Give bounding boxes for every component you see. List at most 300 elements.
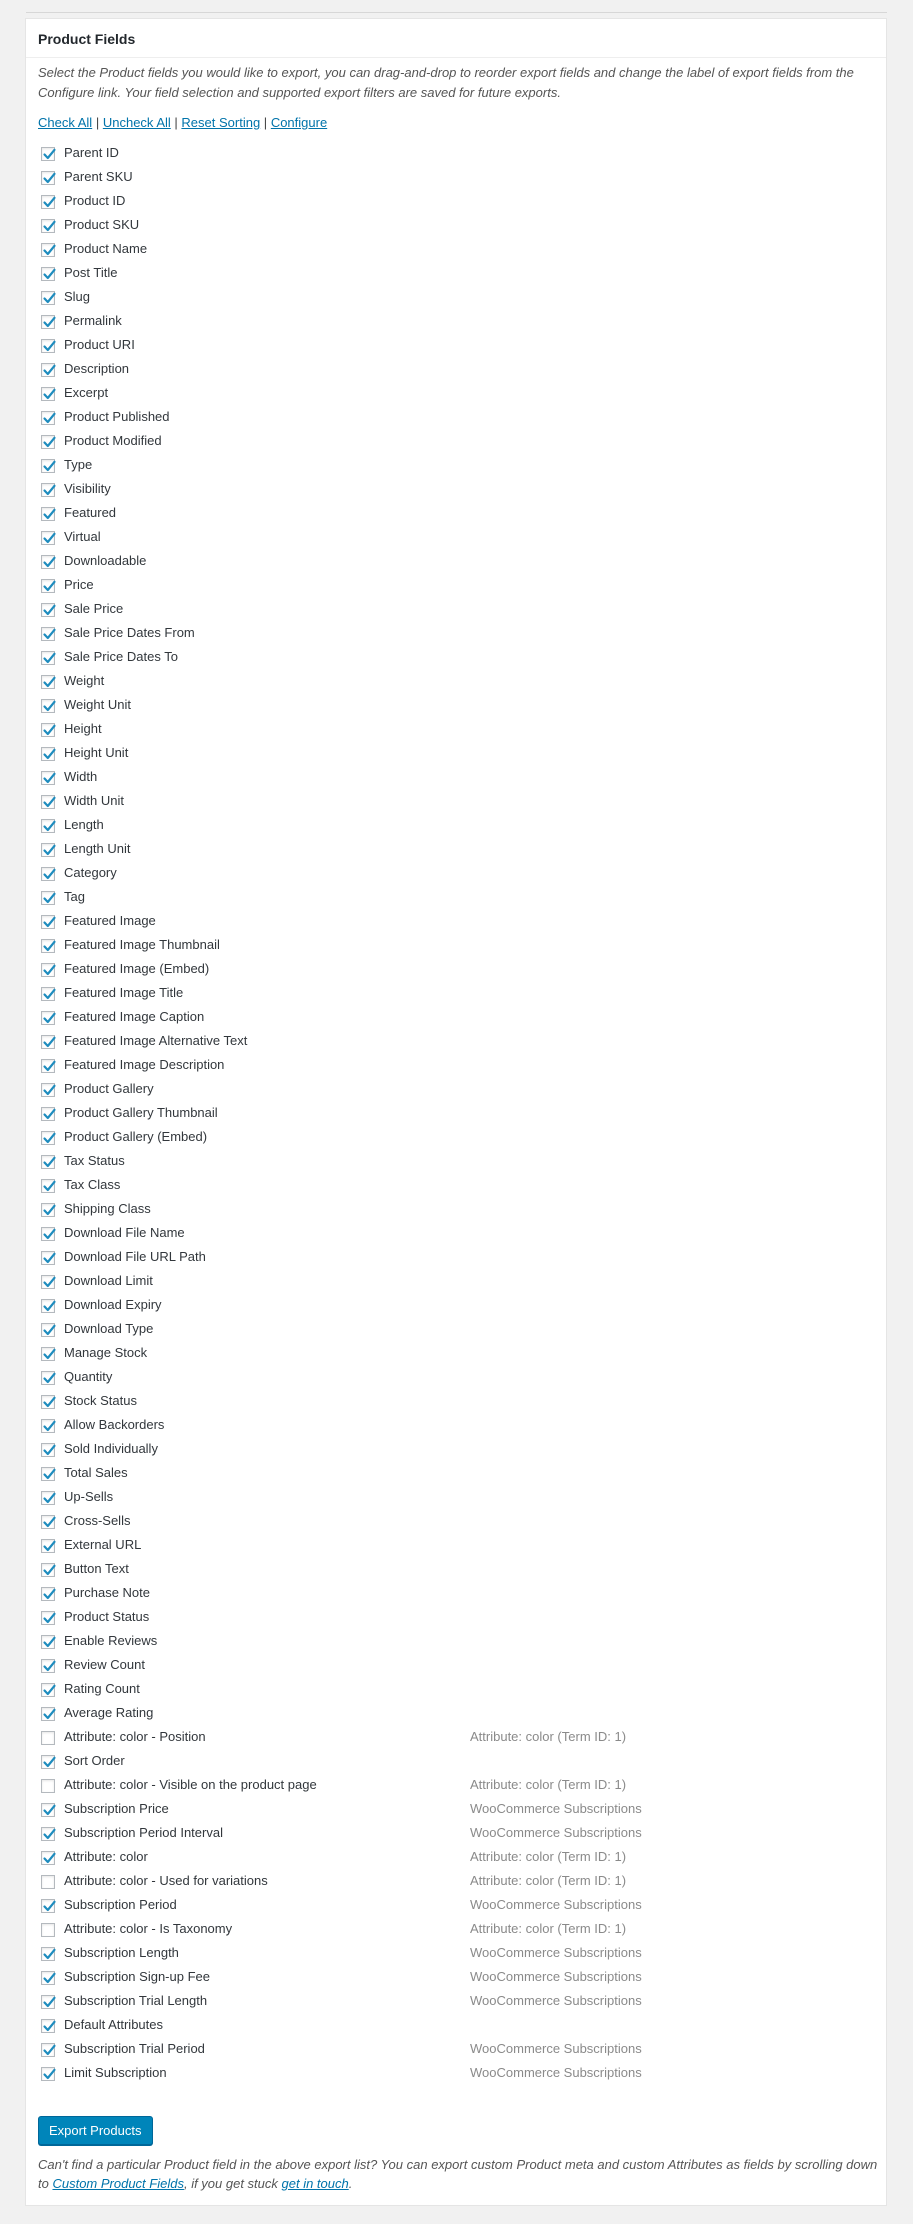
field-checkbox[interactable]: [41, 1707, 55, 1721]
field-checkbox[interactable]: [41, 771, 55, 785]
checkmark-icon: [42, 1419, 58, 1435]
field-checkbox[interactable]: [41, 987, 55, 1001]
field-label: Excerpt: [64, 385, 109, 400]
field-checkbox[interactable]: [41, 363, 55, 377]
field-row[interactable]: [26, 1127, 886, 1151]
field-row[interactable]: [26, 1871, 886, 1895]
checkmark-icon: [42, 2067, 58, 2083]
field-label: Description: [64, 361, 130, 376]
field-checkbox[interactable]: [41, 1227, 55, 1241]
field-label: Product Published: [64, 409, 170, 424]
field-label: Sold Individually: [64, 1441, 158, 1456]
field-label: Product Name: [64, 241, 148, 256]
field-label: Weight Unit: [64, 697, 131, 712]
field-row[interactable]: [26, 311, 886, 335]
field-source-note: WooCommerce Subscriptions: [470, 2041, 642, 2056]
field-label: Height: [64, 721, 102, 736]
field-row[interactable]: [26, 383, 886, 407]
field-checkbox[interactable]: [41, 1491, 55, 1505]
field-row[interactable]: [26, 1391, 886, 1415]
field-row[interactable]: [26, 407, 886, 431]
reset-sorting-link[interactable]: Reset Sorting: [181, 115, 261, 130]
checkmark-icon: [42, 723, 58, 739]
field-checkbox[interactable]: [41, 291, 55, 305]
field-checkbox[interactable]: [41, 1083, 55, 1097]
field-checkbox[interactable]: [41, 555, 55, 569]
checkmark-icon: [42, 1299, 58, 1315]
field-row[interactable]: [26, 1703, 886, 1727]
field-row[interactable]: [26, 239, 886, 263]
field-checkbox[interactable]: [41, 1035, 55, 1049]
checkmark-icon: [42, 243, 58, 259]
field-checkbox[interactable]: [41, 843, 55, 857]
field-label: Download Expiry: [64, 1297, 162, 1312]
checkmark-icon: [42, 363, 58, 379]
field-row[interactable]: [26, 1007, 886, 1031]
field-row[interactable]: [26, 1751, 886, 1775]
field-checkbox[interactable]: [41, 675, 55, 689]
field-row[interactable]: [26, 599, 886, 623]
field-label: Manage Stock: [64, 1345, 148, 1360]
field-row[interactable]: [26, 1343, 886, 1367]
field-label: Featured Image (Embed): [64, 961, 210, 976]
field-label: Product Modified: [64, 433, 162, 448]
checkmark-icon: [42, 1155, 58, 1171]
field-source-note: WooCommerce Subscriptions: [470, 1969, 642, 1984]
field-checkbox[interactable]: [41, 1563, 55, 1577]
field-checkbox[interactable]: [41, 1011, 55, 1025]
checkmark-icon: [42, 435, 58, 451]
field-checkbox[interactable]: [41, 1803, 55, 1817]
field-label: Featured: [64, 505, 117, 520]
field-source-note: Attribute: color (Term ID: 1): [470, 1873, 627, 1888]
field-row[interactable]: [26, 1319, 886, 1343]
field-label: Limit Subscription: [64, 2065, 167, 2080]
field-checkbox[interactable]: [41, 1779, 55, 1793]
checkmark-icon: [42, 1131, 58, 1147]
field-checkbox[interactable]: [41, 459, 55, 473]
field-checkbox[interactable]: [41, 699, 55, 713]
field-checkbox[interactable]: [41, 1995, 55, 2009]
field-checkbox[interactable]: [41, 1419, 55, 1433]
field-label: Shipping Class: [64, 1201, 151, 1216]
field-row[interactable]: [26, 1895, 886, 1919]
field-checkbox[interactable]: [41, 963, 55, 977]
field-checkbox[interactable]: [41, 1635, 55, 1649]
field-row[interactable]: [26, 1607, 886, 1631]
checkmark-icon: [42, 699, 58, 715]
field-checkbox[interactable]: [41, 2067, 55, 2081]
fields-list: [26, 143, 886, 2087]
field-label: Up-Sells: [64, 1489, 114, 1504]
checkmark-icon: [42, 819, 58, 835]
field-label: Type: [64, 457, 93, 472]
field-label: Cross-Sells: [64, 1513, 131, 1528]
field-label: Sort Order: [64, 1753, 125, 1768]
panel-description: Select the Product fields you would like to export, you can drag-and-drop to reorder export fields and change the label of export fields from the Configure link. Your field selection and supported export filters are saved for future exports.: [38, 65, 854, 100]
field-label: Visibility: [64, 481, 111, 496]
field-row[interactable]: [26, 863, 886, 887]
field-checkbox[interactable]: [41, 1923, 55, 1937]
field-row[interactable]: [26, 527, 886, 551]
field-label: Download Limit: [64, 1273, 153, 1288]
field-label: Featured Image Thumbnail: [64, 937, 220, 952]
field-row[interactable]: [26, 671, 886, 695]
checkmark-icon: [42, 747, 58, 763]
checkmark-icon: [42, 1755, 58, 1771]
field-label: Parent ID: [64, 145, 119, 160]
field-label: Attribute: color - Visible on the product page: [64, 1777, 317, 1792]
field-checkbox[interactable]: [41, 1107, 55, 1121]
field-row[interactable]: [26, 1679, 886, 1703]
field-checkbox[interactable]: [41, 531, 55, 545]
field-checkbox[interactable]: [41, 1203, 55, 1217]
field-checkbox[interactable]: [41, 483, 55, 497]
field-checkbox[interactable]: [41, 1515, 55, 1529]
checkmark-icon: [42, 1899, 58, 1915]
field-checkbox[interactable]: [41, 1179, 55, 1193]
field-source-note: WooCommerce Subscriptions: [470, 1945, 642, 1960]
checkmark-icon: [42, 1491, 58, 1507]
field-row[interactable]: [26, 1271, 886, 1295]
field-source-note: Attribute: color (Term ID: 1): [470, 1729, 627, 1744]
field-row[interactable]: [26, 695, 886, 719]
field-checkbox[interactable]: [41, 195, 55, 209]
field-row[interactable]: [26, 1967, 886, 1991]
field-row[interactable]: [26, 335, 886, 359]
field-checkbox[interactable]: [41, 1947, 55, 1961]
field-checkbox[interactable]: [41, 1395, 55, 1409]
field-row[interactable]: [26, 191, 886, 215]
field-checkbox[interactable]: [41, 147, 55, 161]
separator: |: [263, 115, 268, 130]
field-row[interactable]: [26, 431, 886, 455]
field-row[interactable]: [26, 1775, 886, 1799]
field-checkbox[interactable]: [41, 243, 55, 257]
field-checkbox[interactable]: [41, 795, 55, 809]
field-label: Width Unit: [64, 793, 124, 808]
field-row[interactable]: [26, 1199, 886, 1223]
field-checkbox[interactable]: [41, 219, 55, 233]
field-row[interactable]: [26, 1799, 886, 1823]
checkmark-icon: [42, 1587, 58, 1603]
field-row[interactable]: [26, 359, 886, 383]
field-label: Subscription Period: [64, 1897, 177, 1912]
field-checkbox[interactable]: [41, 1155, 55, 1169]
checkmark-icon: [42, 1851, 58, 1867]
field-checkbox[interactable]: [41, 603, 55, 617]
field-checkbox[interactable]: [41, 1371, 55, 1385]
field-source-note: WooCommerce Subscriptions: [470, 1825, 642, 1840]
field-label: Download Type: [64, 1321, 154, 1336]
uncheck-all-link[interactable]: Uncheck All: [102, 115, 171, 130]
field-label: Parent SKU: [64, 169, 133, 184]
field-label: Product Status: [64, 1609, 150, 1624]
checkmark-icon: [42, 867, 58, 883]
field-row[interactable]: [26, 647, 886, 671]
field-checkbox[interactable]: [41, 1251, 55, 1265]
field-row[interactable]: [26, 815, 886, 839]
field-row[interactable]: [26, 1631, 886, 1655]
field-label: Featured Image Alternative Text: [64, 1033, 248, 1048]
field-row[interactable]: [26, 1991, 886, 2015]
field-label: Allow Backorders: [64, 1417, 165, 1432]
field-row[interactable]: [26, 1295, 886, 1319]
field-row[interactable]: [26, 167, 886, 191]
checkmark-icon: [42, 507, 58, 523]
field-row[interactable]: [26, 1487, 886, 1511]
field-checkbox[interactable]: [41, 1059, 55, 1073]
field-row[interactable]: [26, 503, 886, 527]
field-checkbox[interactable]: [41, 1443, 55, 1457]
field-checkbox[interactable]: [41, 651, 55, 665]
field-checkbox[interactable]: [41, 1587, 55, 1601]
field-checkbox[interactable]: [41, 1683, 55, 1697]
field-checkbox[interactable]: [41, 1971, 55, 1985]
top-divider: [26, 12, 887, 13]
checkmark-icon: [42, 1035, 58, 1051]
field-label: Enable Reviews: [64, 1633, 158, 1648]
footer-text: .: [348, 2176, 353, 2191]
checkmark-icon: [42, 555, 58, 571]
field-row[interactable]: [26, 1175, 886, 1199]
field-row[interactable]: [26, 143, 886, 167]
field-row[interactable]: [26, 1847, 886, 1871]
field-row[interactable]: [26, 287, 886, 311]
field-checkbox[interactable]: [41, 1299, 55, 1313]
field-checkbox[interactable]: [41, 723, 55, 737]
field-row[interactable]: [26, 1223, 886, 1247]
field-row[interactable]: [26, 1943, 886, 1967]
checkmark-icon: [42, 339, 58, 355]
field-row[interactable]: [26, 911, 886, 935]
field-label: Featured Image Caption: [64, 1009, 205, 1024]
field-checkbox[interactable]: [41, 2043, 55, 2057]
field-row[interactable]: [26, 1151, 886, 1175]
field-row[interactable]: [26, 1583, 886, 1607]
checkmark-icon: [42, 627, 58, 643]
field-checkbox[interactable]: [41, 627, 55, 641]
field-checkbox[interactable]: [41, 1851, 55, 1865]
field-row[interactable]: [26, 1055, 886, 1079]
field-label: Height Unit: [64, 745, 129, 760]
field-row[interactable]: [26, 1031, 886, 1055]
field-checkbox[interactable]: [41, 915, 55, 929]
field-label: Product URI: [64, 337, 135, 352]
field-row[interactable]: [26, 215, 886, 239]
field-row[interactable]: [26, 623, 886, 647]
field-row[interactable]: [26, 1919, 886, 1943]
field-label: Weight: [64, 673, 105, 688]
field-label: Sale Price: [64, 601, 124, 616]
checkmark-icon: [42, 1275, 58, 1291]
field-checkbox[interactable]: [41, 1827, 55, 1841]
checkmark-icon: [42, 1827, 58, 1843]
field-checkbox[interactable]: [41, 339, 55, 353]
field-checkbox[interactable]: [41, 507, 55, 521]
field-label: Subscription Sign-up Fee: [64, 1969, 210, 1984]
field-checkbox[interactable]: [41, 435, 55, 449]
checkmark-icon: [42, 1539, 58, 1555]
field-source-note: WooCommerce Subscriptions: [470, 1897, 642, 1912]
field-label: Quantity: [64, 1369, 113, 1384]
field-checkbox[interactable]: [41, 1875, 55, 1889]
product-fields-panel: [25, 18, 887, 2206]
field-row[interactable]: [26, 839, 886, 863]
field-row[interactable]: [26, 1247, 886, 1271]
field-row[interactable]: [26, 791, 886, 815]
footer-help-text: [38, 2155, 878, 2193]
checkmark-icon: [42, 1107, 58, 1123]
field-row[interactable]: [26, 1463, 886, 1487]
field-row[interactable]: [26, 575, 886, 599]
checkmark-icon: [42, 579, 58, 595]
field-row[interactable]: [26, 1367, 886, 1391]
field-checkbox[interactable]: [41, 1131, 55, 1145]
get-in-touch-link[interactable]: get in touch: [281, 2176, 349, 2191]
footer-text: Can't find a particular Product field in the above export list? You can export custom Product meta and custom Attributes as fields by scrolling down to: [38, 2157, 878, 2191]
field-row[interactable]: [26, 263, 886, 287]
field-source-note: WooCommerce Subscriptions: [470, 2065, 642, 2080]
field-row[interactable]: [26, 2039, 886, 2063]
field-row[interactable]: [26, 983, 886, 1007]
field-label: Tax Status: [64, 1153, 125, 1168]
field-checkbox[interactable]: [41, 411, 55, 425]
field-checkbox[interactable]: [41, 1659, 55, 1673]
field-row[interactable]: [26, 935, 886, 959]
field-checkbox[interactable]: [41, 1467, 55, 1481]
field-row[interactable]: [26, 767, 886, 791]
field-row[interactable]: [26, 1511, 886, 1535]
field-row[interactable]: [26, 1535, 886, 1559]
field-row[interactable]: [26, 1415, 886, 1439]
checkmark-icon: [42, 1995, 58, 2011]
field-label: Subscription Trial Length: [64, 1993, 208, 2008]
field-row[interactable]: [26, 1103, 886, 1127]
field-label: Subscription Price: [64, 1801, 169, 1816]
field-row[interactable]: [26, 1655, 886, 1679]
export-products-button[interactable]: Export Products: [38, 2116, 153, 2145]
checkmark-icon: [42, 1971, 58, 1987]
checkmark-icon: [42, 1059, 58, 1075]
custom-product-fields-link[interactable]: Custom Product Fields: [52, 2176, 184, 2191]
checkmark-icon: [42, 915, 58, 931]
checkmark-icon: [42, 1443, 58, 1459]
field-checkbox[interactable]: [41, 1731, 55, 1745]
field-source-note: WooCommerce Subscriptions: [470, 1993, 642, 2008]
checkmark-icon: [42, 147, 58, 163]
field-label: Rating Count: [64, 1681, 140, 1696]
footer-text: , if you get stuck: [183, 2176, 282, 2191]
checkmark-icon: [42, 939, 58, 955]
field-label: Average Rating: [64, 1705, 154, 1720]
field-label: Product Gallery: [64, 1081, 154, 1096]
field-label: Permalink: [64, 313, 122, 328]
checkmark-icon: [42, 1683, 58, 1699]
field-label: Post Title: [64, 265, 118, 280]
field-row[interactable]: [26, 479, 886, 503]
field-label: Total Sales: [64, 1465, 128, 1480]
field-label: Virtual: [64, 529, 101, 544]
field-checkbox[interactable]: [41, 867, 55, 881]
field-row[interactable]: [26, 1727, 886, 1751]
field-checkbox[interactable]: [41, 579, 55, 593]
field-checkbox[interactable]: [41, 891, 55, 905]
checkmark-icon: [42, 651, 58, 667]
field-row[interactable]: [26, 887, 886, 911]
field-row[interactable]: [26, 719, 886, 743]
checkmark-icon: [42, 1323, 58, 1339]
checkmark-icon: [42, 1371, 58, 1387]
field-row[interactable]: [26, 1079, 886, 1103]
field-checkbox[interactable]: [41, 1539, 55, 1553]
field-checkbox[interactable]: [41, 2019, 55, 2033]
checkmark-icon: [42, 219, 58, 235]
field-row[interactable]: [26, 455, 886, 479]
configure-link[interactable]: Configure: [270, 115, 328, 130]
separator: |: [95, 115, 100, 130]
field-checkbox[interactable]: [41, 939, 55, 953]
field-label: Attribute: color - Position: [64, 1729, 206, 1744]
checkmark-icon: [42, 291, 58, 307]
checkmark-icon: [42, 2043, 58, 2059]
field-label: Download File URL Path: [64, 1249, 206, 1264]
field-label: Price: [64, 577, 94, 592]
field-checkbox[interactable]: [41, 819, 55, 833]
field-checkbox[interactable]: [41, 1899, 55, 1913]
field-checkbox[interactable]: [41, 1347, 55, 1361]
field-checkbox[interactable]: [41, 387, 55, 401]
field-checkbox[interactable]: [41, 315, 55, 329]
checkmark-icon: [42, 1011, 58, 1027]
check-all-link[interactable]: Check All: [38, 115, 93, 130]
field-label: Button Text: [64, 1561, 129, 1576]
field-label: Sale Price Dates From: [64, 625, 195, 640]
field-row[interactable]: [26, 959, 886, 983]
field-checkbox[interactable]: [41, 171, 55, 185]
field-label: Default Attributes: [64, 2017, 163, 2032]
field-checkbox[interactable]: [41, 1275, 55, 1289]
checkmark-icon: [42, 2019, 58, 2035]
checkmark-icon: [42, 1707, 58, 1723]
field-row[interactable]: [26, 1823, 886, 1847]
field-checkbox[interactable]: [41, 1323, 55, 1337]
field-label: Subscription Trial Period: [64, 2041, 205, 2056]
field-label: Review Count: [64, 1657, 145, 1672]
field-checkbox[interactable]: [41, 1611, 55, 1625]
checkmark-icon: [42, 1467, 58, 1483]
field-row[interactable]: [26, 2015, 886, 2039]
field-row[interactable]: [26, 2063, 886, 2087]
field-label: Tax Class: [64, 1177, 121, 1192]
field-row[interactable]: [26, 1439, 886, 1463]
checkmark-icon: [42, 315, 58, 331]
field-label: Attribute: color - Used for variations: [64, 1873, 268, 1888]
field-row[interactable]: [26, 743, 886, 767]
checkmark-icon: [42, 531, 58, 547]
field-source-note: Attribute: color (Term ID: 1): [470, 1777, 627, 1792]
field-row[interactable]: [26, 551, 886, 575]
field-label: Stock Status: [64, 1393, 137, 1408]
field-checkbox[interactable]: [41, 1755, 55, 1769]
field-row[interactable]: [26, 1559, 886, 1583]
checkmark-icon: [42, 1563, 58, 1579]
field-checkbox[interactable]: [41, 747, 55, 761]
field-label: Featured Image Title: [64, 985, 184, 1000]
field-label: Subscription Period Interval: [64, 1825, 223, 1840]
checkmark-icon: [42, 1947, 58, 1963]
field-checkbox[interactable]: [41, 267, 55, 281]
